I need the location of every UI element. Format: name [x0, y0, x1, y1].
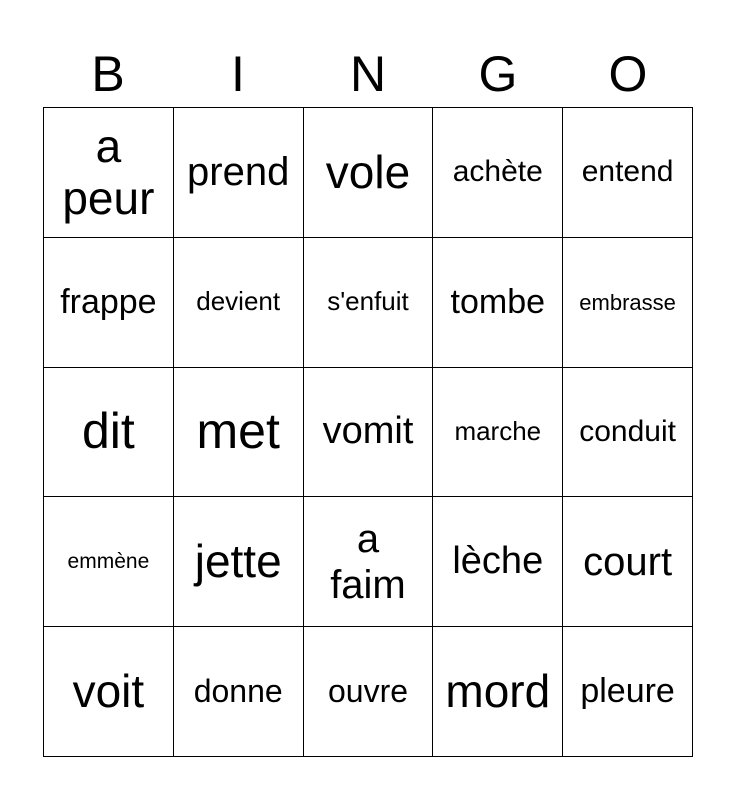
cell-label: ouvre — [327, 673, 409, 710]
bingo-cell[interactable] — [433, 627, 563, 757]
bingo-cell[interactable] — [44, 627, 174, 757]
cell-label: a faim — [330, 516, 406, 607]
cell-label: emmène — [67, 549, 150, 573]
bingo-cell[interactable] — [174, 238, 304, 368]
cell-label: lèche — [452, 539, 544, 582]
cell-label: embrasse — [579, 289, 676, 315]
header-letter-g: G — [478, 46, 518, 102]
bingo-cell[interactable] — [433, 238, 563, 368]
cell-label: jette — [194, 535, 282, 588]
bingo-cell[interactable] — [304, 497, 434, 627]
cell-label: devient — [196, 286, 281, 317]
cell-label: met — [196, 403, 280, 460]
cell-label: vole — [325, 145, 411, 198]
cell-label: conduit — [579, 414, 676, 448]
cell-label: vomit — [322, 410, 414, 453]
bingo-cell[interactable] — [44, 238, 174, 368]
cell-label: court — [583, 539, 673, 584]
header-letter-o: O — [608, 46, 648, 102]
cell-label: tombe — [450, 282, 546, 321]
bingo-header — [43, 44, 693, 104]
cell-label: a peur — [62, 119, 155, 225]
cell-label: achète — [452, 155, 543, 189]
bingo-cell[interactable] — [563, 627, 693, 757]
bingo-cell[interactable] — [433, 368, 563, 498]
cell-label: mord — [445, 665, 551, 718]
bingo-cell[interactable] — [304, 627, 434, 757]
bingo-cell[interactable] — [433, 108, 563, 238]
cell-label: s'enfuit — [327, 286, 409, 317]
cell-label: dit — [81, 403, 135, 460]
cell-label: voit — [72, 665, 145, 718]
cell-label: entend — [581, 155, 674, 189]
bingo-cell[interactable] — [44, 497, 174, 627]
bingo-cell[interactable] — [174, 368, 304, 498]
cell-label: donne — [193, 673, 283, 710]
bingo-cell[interactable] — [304, 238, 434, 368]
bingo-cell[interactable] — [174, 627, 304, 757]
bingo-cell[interactable] — [174, 497, 304, 627]
cell-label: marche — [454, 416, 542, 447]
bingo-cell[interactable] — [563, 108, 693, 238]
bingo-cell[interactable] — [44, 368, 174, 498]
cell-label: pleure — [580, 672, 675, 711]
cell-label: prend — [187, 150, 290, 195]
cell-label: frappe — [60, 282, 157, 321]
bingo-cell[interactable] — [174, 108, 304, 238]
header-letter-i: I — [231, 46, 245, 102]
bingo-cell[interactable] — [563, 497, 693, 627]
bingo-cell[interactable] — [44, 108, 174, 238]
bingo-grid — [43, 107, 693, 757]
bingo-cell[interactable] — [563, 238, 693, 368]
bingo-cell[interactable] — [304, 368, 434, 498]
bingo-cell[interactable] — [563, 368, 693, 498]
bingo-cell[interactable] — [433, 497, 563, 627]
header-letter-n: N — [349, 46, 387, 102]
bingo-cell[interactable] — [304, 108, 434, 238]
header-letter-b: B — [91, 46, 125, 102]
